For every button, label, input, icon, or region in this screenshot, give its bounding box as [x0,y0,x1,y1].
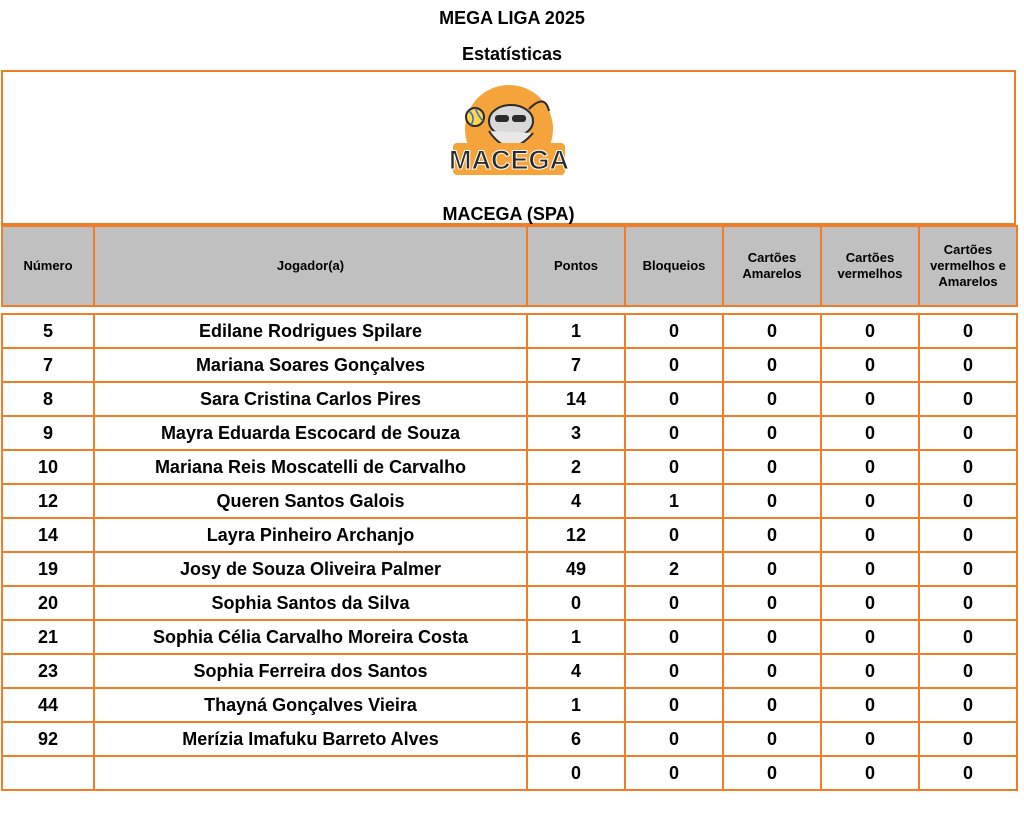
cell-player: Sophia Célia Carvalho Moreira Costa [94,620,527,654]
header-spacer-row [2,306,1017,314]
cell-red-cards: 0 [821,484,919,518]
cell-red-cards: 0 [821,620,919,654]
cell-red-cards: 0 [821,348,919,382]
cell-blocks: 0 [625,450,723,484]
cell-points: 2 [527,450,625,484]
cell-red-cards: 0 [821,450,919,484]
total-cell-points: 0 [527,756,625,790]
total-cell-yellow-cards: 0 [723,756,821,790]
cell-yellow-cards: 0 [723,620,821,654]
cell-red-cards: 0 [821,552,919,586]
cell-points: 12 [527,518,625,552]
team-name: MACEGA (SPA) [442,204,575,224]
cell-red-cards: 0 [821,314,919,348]
table-row [2,314,1017,348]
cell-red-and-yellow-cards: 0 [919,382,1017,416]
table-row [2,620,1017,654]
cell-red-cards: 0 [821,688,919,722]
cell-number: 12 [2,484,94,518]
cell-number: 14 [2,518,94,552]
total-cell-red-and-yellow-cards: 0 [919,756,1017,790]
cell-points: 4 [527,654,625,688]
cell-yellow-cards: 0 [723,382,821,416]
table-row [2,484,1017,518]
cell-number: 7 [2,348,94,382]
team-banner [1,70,1016,225]
cell-blocks: 0 [625,722,723,756]
table-header-row [2,226,1017,306]
cell-blocks: 0 [625,348,723,382]
logo-glasses-right [512,115,526,122]
cell-player: Sara Cristina Carlos Pires [94,382,527,416]
column-header-number: Número [2,226,94,306]
cell-player: Sophia Ferreira dos Santos [94,654,527,688]
cell-blocks: 0 [625,688,723,722]
table-row [2,518,1017,552]
page-subtitle: Estatísticas [461,44,563,64]
cell-red-and-yellow-cards: 0 [919,620,1017,654]
cell-points: 3 [527,416,625,450]
cell-player: Mariana Reis Moscatelli de Carvalho [94,450,527,484]
cell-blocks: 0 [625,382,723,416]
cell-blocks: 0 [625,620,723,654]
cell-red-and-yellow-cards: 0 [919,654,1017,688]
cell-red-and-yellow-cards: 0 [919,450,1017,484]
cell-blocks: 0 [625,518,723,552]
cell-points: 1 [527,314,625,348]
column-header-yellow-cards: Cartões Amarelos [723,226,821,306]
logo-volleyball [466,108,484,126]
cell-red-and-yellow-cards: 0 [919,416,1017,450]
cell-number: 5 [2,314,94,348]
total-cell-blocks: 0 [625,756,723,790]
logo-text: MACEGA [449,145,569,175]
cell-blocks: 0 [625,416,723,450]
cell-red-cards: 0 [821,722,919,756]
cell-points: 49 [527,552,625,586]
cell-yellow-cards: 0 [723,416,821,450]
cell-player: Edilane Rodrigues Spilare [94,314,527,348]
cell-points: 1 [527,620,625,654]
cell-yellow-cards: 0 [723,484,821,518]
cell-red-and-yellow-cards: 0 [919,348,1017,382]
cell-number: 21 [2,620,94,654]
logo-glasses-left [495,115,509,122]
total-cell-number [2,756,94,790]
cell-player: Sophia Santos da Silva [94,586,527,620]
cell-number: 23 [2,654,94,688]
cell-blocks: 2 [625,552,723,586]
cell-yellow-cards: 0 [723,518,821,552]
league-title: MEGA LIGA 2025 [439,8,585,28]
totals-row [2,756,1017,790]
total-cell-red-cards: 0 [821,756,919,790]
cell-red-and-yellow-cards: 0 [919,722,1017,756]
cell-player: Mariana Soares Gonçalves [94,348,527,382]
table-row [2,450,1017,484]
cell-player: Layra Pinheiro Archanjo [94,518,527,552]
table-row [2,382,1017,416]
table-row [2,552,1017,586]
cell-points: 14 [527,382,625,416]
cell-yellow-cards: 0 [723,552,821,586]
cell-red-cards: 0 [821,518,919,552]
cell-red-cards: 0 [821,416,919,450]
cell-number: 92 [2,722,94,756]
cell-yellow-cards: 0 [723,688,821,722]
cell-number: 8 [2,382,94,416]
table-row [2,654,1017,688]
cell-blocks: 0 [625,314,723,348]
cell-red-cards: 0 [821,586,919,620]
team-logo [449,81,569,191]
cell-points: 0 [527,586,625,620]
column-header-points: Pontos [527,226,625,306]
cell-yellow-cards: 0 [723,450,821,484]
cell-red-and-yellow-cards: 0 [919,552,1017,586]
cell-player: Josy de Souza Oliveira Palmer [94,552,527,586]
table-row [2,586,1017,620]
cell-red-and-yellow-cards: 0 [919,484,1017,518]
cell-player: Merízia Imafuku Barreto Alves [94,722,527,756]
cell-number: 44 [2,688,94,722]
cell-red-cards: 0 [821,382,919,416]
cell-red-cards: 0 [821,654,919,688]
cell-red-and-yellow-cards: 0 [919,314,1017,348]
cell-red-and-yellow-cards: 0 [919,586,1017,620]
cell-yellow-cards: 0 [723,348,821,382]
total-cell-player [94,756,527,790]
cell-number: 10 [2,450,94,484]
cell-points: 6 [527,722,625,756]
cell-number: 9 [2,416,94,450]
column-header-blocks: Bloqueios [625,226,723,306]
cell-points: 4 [527,484,625,518]
cell-yellow-cards: 0 [723,722,821,756]
cell-player: Thayná Gonçalves Vieira [94,688,527,722]
column-header-red-cards: Cartões vermelhos [821,226,919,306]
cell-number: 19 [2,552,94,586]
column-header-red-and-yellow-cards: Cartões vermelhos e Amarelos [919,226,1017,306]
cell-points: 7 [527,348,625,382]
stats-table [1,225,1018,791]
cell-red-and-yellow-cards: 0 [919,688,1017,722]
cell-blocks: 1 [625,484,723,518]
column-header-player: Jogador(a) [94,226,527,306]
cell-number: 20 [2,586,94,620]
table-row [2,348,1017,382]
cell-yellow-cards: 0 [723,314,821,348]
cell-red-and-yellow-cards: 0 [919,518,1017,552]
table-row [2,722,1017,756]
cell-player: Queren Santos Galois [94,484,527,518]
cell-player: Mayra Eduarda Escocard de Souza [94,416,527,450]
table-row [2,688,1017,722]
cell-yellow-cards: 0 [723,654,821,688]
table-row [2,416,1017,450]
cell-yellow-cards: 0 [723,586,821,620]
cell-blocks: 0 [625,586,723,620]
cell-points: 1 [527,688,625,722]
cell-blocks: 0 [625,654,723,688]
